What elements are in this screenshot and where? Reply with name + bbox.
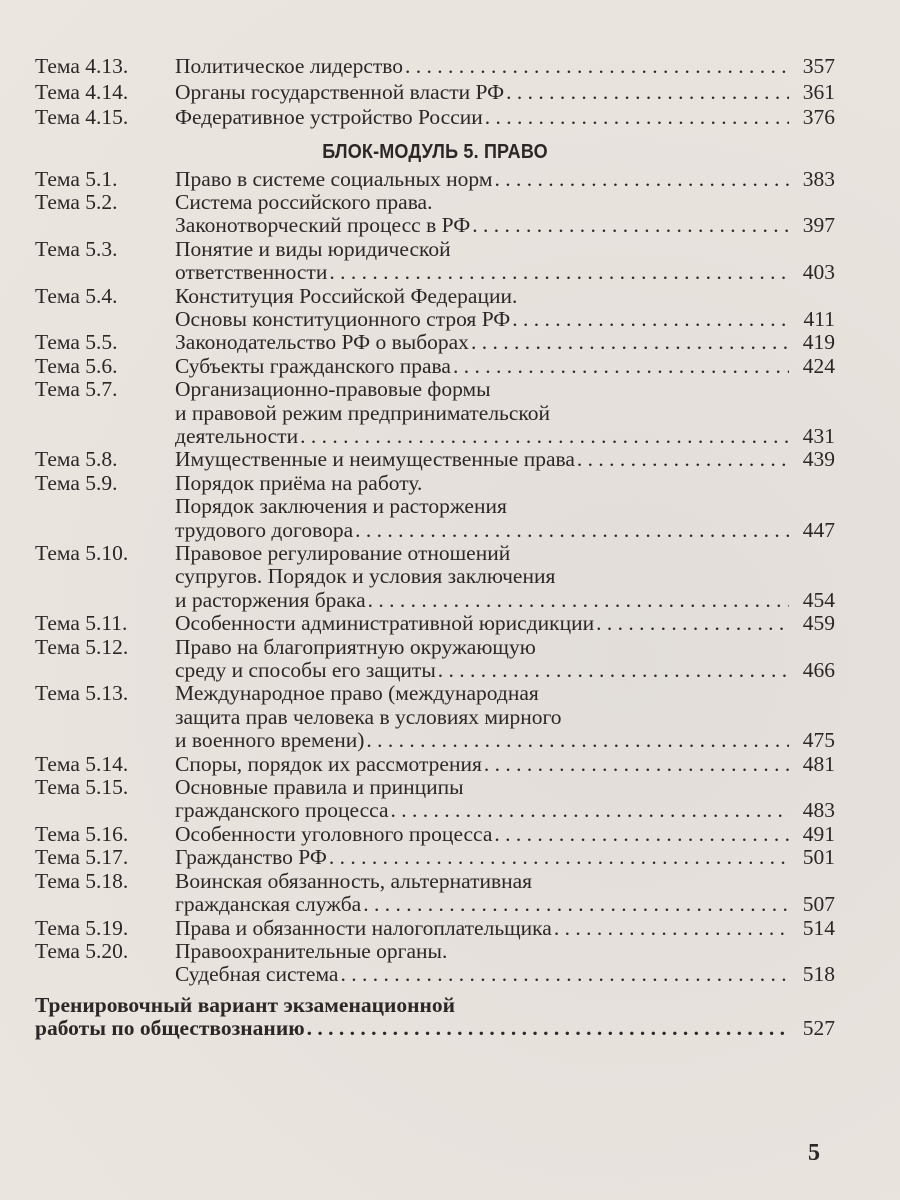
- toc-entry-title: Споры, порядок их рассмотрения: [175, 751, 482, 776]
- toc-entry-title: ответственности: [175, 260, 328, 285]
- toc-entry-label: Тема 5.19.: [35, 915, 129, 940]
- toc-entry-body: [175, 753, 835, 776]
- toc-entry-title: супругов. Порядок и условия заключения: [175, 564, 556, 589]
- toc-entry-body: [175, 636, 835, 683]
- dot-leader: [355, 519, 789, 542]
- toc-entry-page: 466: [802, 658, 835, 683]
- toc-entry-label: Тема 5.14.: [35, 751, 129, 776]
- toc-entry-line: [175, 495, 835, 518]
- toc-entry-title: Законотворческий процесс в РФ: [175, 213, 471, 238]
- dot-leader: [438, 659, 789, 682]
- toc-entry-line: [175, 823, 835, 846]
- table-of-contents: [35, 54, 835, 1041]
- toc-entry-title: Гражданство РФ: [175, 845, 327, 870]
- toc-entry-body: [175, 355, 835, 378]
- toc-entry-line: [175, 753, 835, 776]
- toc-entry-label: Тема 5.17.: [35, 845, 129, 870]
- toc-entry-line: [175, 870, 835, 893]
- toc-entry: [35, 285, 835, 332]
- toc-entry-label: Тема 5.20.: [35, 938, 129, 963]
- toc-entry-title: Основные правила и принципы: [175, 775, 464, 800]
- toc-entry-line: [175, 168, 835, 191]
- toc-entry-body: [175, 940, 835, 987]
- toc-entry-label: Тема 5.15.: [35, 775, 129, 800]
- toc-entry-title: и военного времени): [175, 728, 365, 753]
- dot-leader: [471, 331, 789, 354]
- toc-entry-title: Воинская обязанность, альтернативная: [175, 868, 533, 893]
- toc-entry-line: [175, 542, 835, 565]
- toc-entry-line: [35, 1017, 835, 1040]
- toc-entry-body: [175, 542, 835, 612]
- toc-entry-title: трудового договора: [175, 517, 354, 542]
- toc-entry-label: Тема 5.12.: [35, 634, 129, 659]
- toc-entry-page: 454: [802, 587, 835, 612]
- toc-entry-line: [175, 682, 835, 705]
- toc-entry-page: 361: [802, 79, 835, 104]
- toc-entry: [35, 823, 835, 846]
- toc-entry-line: [175, 963, 835, 986]
- toc-entry-line: [175, 402, 835, 425]
- toc-entry-body: [175, 331, 835, 354]
- toc-entry-line: [175, 80, 835, 106]
- toc-entry-title: Органы государственной власти РФ: [175, 79, 505, 104]
- toc-entry-page: 419: [802, 330, 835, 355]
- toc-entry-label: Тема 5.16.: [35, 821, 129, 846]
- dot-leader: [512, 308, 789, 331]
- toc-entry-title: Особенности уголовного процесса: [175, 821, 493, 846]
- toc-entry-line: [175, 893, 835, 916]
- toc-entry-label: Тема 5.9.: [35, 470, 118, 495]
- toc-entry: [35, 940, 835, 987]
- toc-entry-line: [175, 285, 835, 308]
- toc-entry-page: 403: [802, 260, 835, 285]
- toc-entry-line: [175, 54, 835, 80]
- toc-entry-line: [175, 378, 835, 401]
- dot-leader: [366, 729, 789, 752]
- toc-entry-title: Конституция Российской Федерации.: [175, 283, 518, 308]
- toc-entry-body: [175, 846, 835, 869]
- toc-entry-line: [175, 472, 835, 495]
- toc-entry-line: [175, 776, 835, 799]
- toc-entry-title: Особенности административной юрисдикции: [175, 611, 595, 636]
- toc-entry-title: Судебная система: [175, 962, 339, 987]
- toc-section-5: [35, 168, 835, 987]
- toc-final-entry: [35, 994, 835, 1041]
- dot-leader: [340, 963, 789, 986]
- toc-entry-line: [175, 425, 835, 448]
- toc-entry-page: 357: [802, 54, 835, 78]
- dot-leader: [485, 105, 789, 131]
- toc-entry-page: 439: [802, 447, 835, 472]
- dot-leader: [307, 1017, 789, 1040]
- toc-entry: [35, 682, 835, 752]
- toc-entry-line: [175, 355, 835, 378]
- toc-entry-body: [175, 823, 835, 846]
- toc-entry-page: 397: [802, 213, 835, 238]
- toc-entry-body: [175, 168, 835, 191]
- toc-entry-title: Понятие и виды юридической: [175, 236, 451, 261]
- toc-entry-body: [35, 994, 835, 1041]
- toc-entry-title: Порядок приёма на работу.: [175, 470, 423, 495]
- toc-entry-body: [175, 285, 835, 332]
- toc-entry-page: 459: [802, 611, 835, 636]
- toc-entry-title: защита прав человека в условиях мирного: [175, 704, 562, 729]
- toc-entry-body: [175, 612, 835, 635]
- dot-leader: [391, 799, 790, 822]
- dot-leader: [554, 917, 789, 940]
- toc-entry-label: Тема 5.5.: [35, 330, 118, 355]
- toc-entry-label: Тема 5.8.: [35, 447, 118, 472]
- toc-entry-body: [175, 682, 835, 752]
- toc-entry-title: деятельности: [175, 423, 299, 448]
- toc-entry-body: [175, 80, 835, 106]
- toc-entry-line: [175, 308, 835, 331]
- toc-entry-page: 491: [802, 821, 835, 846]
- toc-entry-body: [175, 105, 835, 131]
- toc-entry-label: Тема 5.1.: [35, 166, 118, 191]
- toc-entry-line: [175, 238, 835, 261]
- page-number: 5: [808, 1140, 820, 1166]
- toc-entry-page: 383: [802, 166, 835, 191]
- toc-entry-body: [175, 238, 835, 285]
- toc-entry-line: [175, 519, 835, 542]
- toc-entry-title: Основы конституционного строя РФ: [175, 306, 511, 331]
- toc-entry-page: 514: [802, 915, 835, 940]
- toc-entry-body: [175, 917, 835, 940]
- toc-entry: [35, 191, 835, 238]
- toc-entry-label: Тема 4.13.: [35, 54, 129, 78]
- toc-entry-body: [175, 448, 835, 471]
- toc-entry-body: [175, 191, 835, 238]
- toc-entry-label: Тема 5.2.: [35, 189, 118, 214]
- toc-entry-line: [175, 636, 835, 659]
- toc-entry-line: [175, 191, 835, 214]
- toc-entry: [35, 994, 835, 1041]
- dot-leader: [494, 168, 789, 191]
- dot-leader: [405, 54, 789, 80]
- toc-entry: [35, 378, 835, 448]
- toc-entry-title: гражданского процесса: [175, 798, 389, 823]
- toc-entry-page: 507: [802, 892, 835, 917]
- toc-entry-title: Правовое регулирование отношений: [175, 541, 511, 565]
- toc-entry-body: [175, 378, 835, 448]
- toc-entry-title: Субъекты гражданского права: [175, 353, 451, 378]
- toc-entry-title: Федеративное устройство России: [175, 105, 483, 129]
- toc-entry: [35, 448, 835, 471]
- dot-leader: [506, 80, 789, 106]
- toc-entry-title: Тренировочный вариант экзаменационной: [35, 992, 456, 1017]
- toc-entry-line: [175, 659, 835, 682]
- dot-leader: [329, 261, 789, 284]
- toc-entry-title: Система российского права.: [175, 189, 433, 214]
- toc-entry-title: Право на благоприятную окружающую: [175, 634, 536, 659]
- toc-entry: [35, 355, 835, 378]
- toc-entry-body: [175, 472, 835, 542]
- toc-entry-page: 483: [802, 798, 835, 823]
- toc-entry: [35, 846, 835, 869]
- toc-entry-title: и расторжения брака: [175, 587, 366, 612]
- toc-entry-title: Законодательство РФ о выборах: [175, 330, 469, 355]
- toc-entry-line: [175, 917, 835, 940]
- block-module-heading: БЛОК-МОДУЛЬ 5. ПРАВО: [322, 140, 548, 163]
- toc-entry-line: [175, 940, 835, 963]
- toc-entry-label: Тема 5.6.: [35, 353, 118, 378]
- toc-entry-page: 431: [802, 423, 835, 448]
- dot-leader: [596, 612, 789, 635]
- dot-leader: [368, 589, 789, 612]
- toc-entry-line: [175, 612, 835, 635]
- toc-entry-title: и правовой режим предпринимательской: [175, 400, 551, 425]
- dot-leader: [363, 893, 789, 916]
- toc-entry-page: 376: [802, 105, 835, 129]
- toc-entry-label: Тема 5.10.: [35, 541, 129, 565]
- dot-leader: [494, 823, 789, 846]
- toc-entry: [35, 105, 835, 131]
- toc-entry-title: Права и обязанности налогоплательщика: [175, 915, 552, 940]
- toc-entry: [35, 238, 835, 285]
- toc-entry-title: среду и способы его защиты: [175, 658, 436, 683]
- toc-entry: [35, 54, 835, 80]
- toc-entry-line: [175, 331, 835, 354]
- toc-entry-label: Тема 4.15.: [35, 105, 129, 129]
- toc-entry-page: 527: [802, 1016, 835, 1041]
- toc-entry-label: Тема 5.11.: [35, 611, 128, 636]
- toc-entry-page: 475: [802, 728, 835, 753]
- toc-entry-title: Имущественные и неимущественные права: [175, 447, 575, 472]
- toc-entry-body: [175, 54, 835, 80]
- dot-leader: [484, 753, 789, 776]
- toc-entry-page: 424: [802, 353, 835, 378]
- toc-entry: [35, 917, 835, 940]
- toc-entry-line: [175, 448, 835, 471]
- toc-entry-page: 411: [803, 306, 835, 331]
- toc-entry-page: 501: [802, 845, 835, 870]
- toc-entry-line: [175, 214, 835, 237]
- dot-leader: [300, 425, 789, 448]
- toc-entry-line: [175, 729, 835, 752]
- dot-leader: [472, 214, 789, 237]
- toc-entry-line: [35, 994, 835, 1017]
- toc-entry-line: [175, 846, 835, 869]
- toc-entry: [35, 331, 835, 354]
- toc-entry-page: 518: [802, 962, 835, 987]
- toc-entry-title: Правоохранительные органы.: [175, 938, 448, 963]
- dot-leader: [453, 355, 789, 378]
- toc-section-4-tail: [35, 54, 835, 131]
- toc-entry: [35, 636, 835, 683]
- toc-entry-label: Тема 5.13.: [35, 681, 129, 706]
- dot-leader: [577, 448, 789, 471]
- toc-entry-line: [175, 565, 835, 588]
- toc-entry: [35, 870, 835, 917]
- toc-entry: [35, 542, 835, 612]
- toc-entry-line: [175, 261, 835, 284]
- toc-entry-title: Международное право (международная: [175, 681, 539, 706]
- toc-entry-line: [175, 589, 835, 612]
- toc-entry: [35, 168, 835, 191]
- toc-entry-line: [175, 706, 835, 729]
- toc-entry: [35, 776, 835, 823]
- toc-entry-title: работы по обществознанию: [35, 1016, 305, 1041]
- dot-leader: [329, 846, 789, 869]
- toc-entry-line: [175, 799, 835, 822]
- toc-entry-title: Порядок заключения и расторжения: [175, 494, 507, 519]
- toc-entry-title: Организационно-правовые формы: [175, 377, 491, 402]
- toc-entry-title: Право в системе социальных норм: [175, 166, 493, 191]
- toc-entry-label: Тема 5.4.: [35, 283, 118, 308]
- toc-entry-label: Тема 5.18.: [35, 868, 129, 893]
- toc-entry-label: Тема 4.14.: [35, 79, 129, 104]
- toc-entry-body: [175, 776, 835, 823]
- toc-entry: [35, 472, 835, 542]
- toc-entry-label: Тема 5.3.: [35, 236, 118, 261]
- toc-entry-page: 447: [802, 517, 835, 542]
- toc-entry-body: [175, 870, 835, 917]
- toc-entry-label: Тема 5.7.: [35, 377, 118, 402]
- toc-entry-page: 481: [802, 751, 835, 776]
- toc-entry-title: гражданская служба: [175, 892, 362, 917]
- toc-entry-title: Политическое лидерство: [175, 54, 404, 78]
- toc-entry-line: [175, 105, 835, 131]
- toc-entry: [35, 80, 835, 106]
- toc-entry: [35, 612, 835, 635]
- toc-entry: [35, 753, 835, 776]
